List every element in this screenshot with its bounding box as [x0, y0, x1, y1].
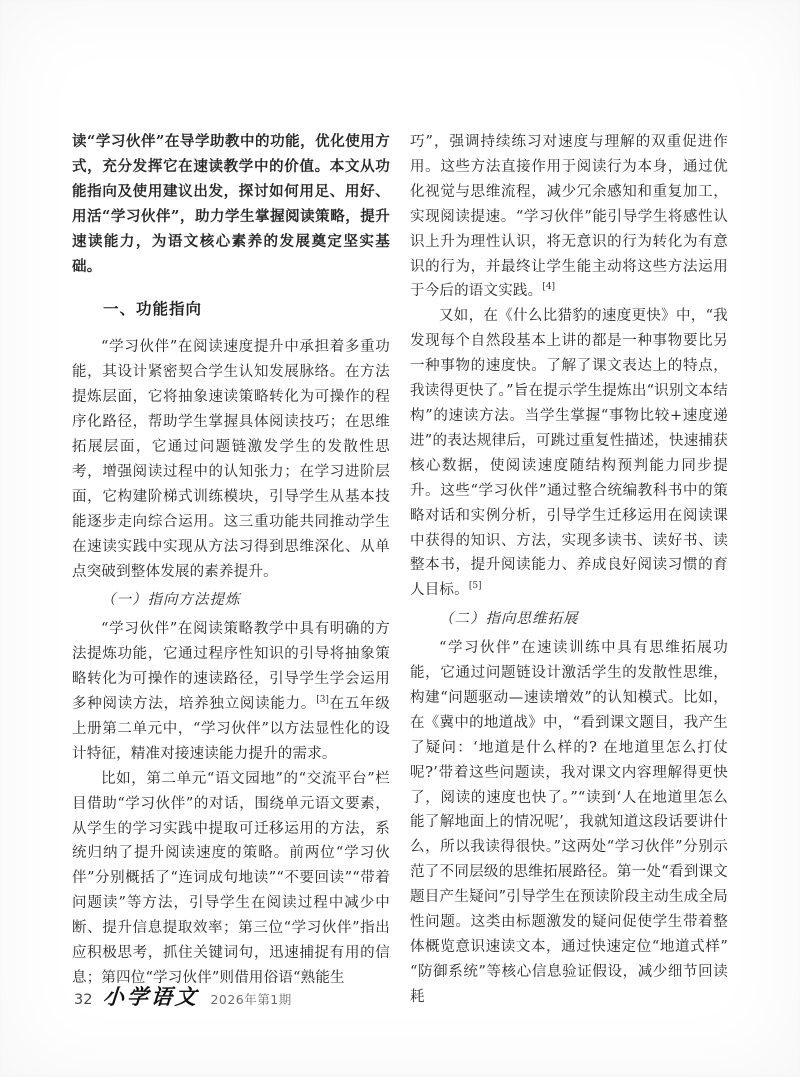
paragraph-method-text: “学习伙伴”在阅读策略教学中具有明确的方法提炼功能，它通过程序性知识的引导将抽象策略转化为可操作的速读路径，引导学生学会运用多种阅读方法，培养独立阅读能力。: [72, 621, 390, 713]
paragraph-continuation-text: 巧”，强调持续练习对速度与理解的双重促进作用。这些方法直接作用于阅读行为本身，通过优化视觉与思维流程，减少冗余感知和重复加工，实现阅读提速。“学习伙伴”能引导学生将感性认识上升为理性认识，将无意识的行为转化为有意识的行为，并最终让学生能主动将这些方法运用于今后的语文实践。: [410, 134, 728, 300]
page-footer: [74, 981, 292, 1011]
journal-name: 小学语文: [102, 984, 201, 1009]
page-number: 32: [74, 992, 93, 1008]
abstract-continuation: 读“学习伙伴”在导学助教中的功能，优化使用方式，充分发挥它在速读教学中的价值。本文从功能指向及使用建议出发，探讨如何用足、用好、用活“学习伙伴”，助力学生掌握阅读策略，提升速读能力，为语文核心素养的发展奠定坚实基础。: [72, 133, 390, 275]
paragraph-example: 比如，第二单元“语文园地”的“交流平台”栏目借助“学习伙伴”的对话，围绕单元语文要素，从学生的学习实践中提取可迁移运用的方法，系统归纳了提升阅读速度的策略。前两位“学习伙伴”分别概括了“连词成句地读”“不要回读”“带着问题读”等方法，引导学生在阅读过程中减少中断、提升信息提取效率；第三位“学习伙伴”指出应积极思考，抓住关键词句，迅速捕捉有用的信息；第四位“学习伙伴”则借用俗语“熟能生: [72, 770, 390, 986]
paragraph-continuation: [410, 130, 728, 304]
paragraph-method: [72, 617, 390, 766]
paragraph-cheetah: [410, 304, 728, 603]
subsection-heading-thinking: （二）指向思维拓展: [439, 611, 579, 628]
reference-marker-5: [5]: [468, 581, 482, 592]
article-body: [72, 130, 728, 1010]
issue-info: 2026年第1期: [210, 992, 292, 1007]
paragraph-multifunction: “学习伙伴”在阅读速度提升中承担着多重功能，其设计紧密契合学生认知发展脉络。在方法提炼层面，它将抽象速读策略转化为可操作的程序化路径，帮助学生掌握具体阅读技巧；在思维拓展层面，它通过问题链激发学生的发散性思考，增强阅读过程中的认知张力；在学习进阶层面，它构建阶梯式训练模块，引导学生从基本技能逐步走向综合运用。这三重功能共同推动学生在速读实践中实现从方法习得到思维深化、从单点突破到整体发展的素养提升。: [72, 339, 390, 580]
paragraph-method-text-after: 在五年级上册第二单元中，“学习伙伴”以方法显性化的设计特征，精准对接速读能力提升的需求。: [72, 696, 390, 762]
paragraph-thinking: “学习伙伴”在速读训练中具有思维拓展功能，它通过问题链设计激活学生的发散性思维，构建“问题驱动—速读增效”的认知模式。比如，在《冀中的地道战》中，“看到课文题目，我产生了疑问：‘地道是什么样的? 在地道里怎么打仗呢?’带着这些问题读，我对课文内容理解得更快了，阅读的速度也快了。”“读到‘人在地道里怎么能了解地面上的情况呢’，我就知道这段话要讲什么，所以我读得很快。”这两处“学习伙伴”分别示范了不同层级的思维拓展路径。第一处“看到课文题目产生疑问”引导学生在预读阶段主动生成全局性问题。这类由标题激发的疑问促使学生带着整体概览意识速读文本，通过快速定位“地道式样”“防御系统”等核心信息验证假设，减少细节回读耗: [410, 640, 728, 1005]
reference-marker-3: [3]: [316, 695, 329, 706]
reference-marker-4: [4]: [542, 282, 556, 293]
right-column: [410, 130, 728, 1010]
section-heading-function: 一、功能指向: [103, 300, 203, 319]
paragraph-cheetah-text: 又如，在《什么比猎豹的速度更快》中，“我发现每个自然段基本上讲的都是一种事物要比另一种事物的速度快。了解了课文表达上的特点，我读得更快了。”旨在提示学生提炼出“识别文本结构”的速读方法。当学生掌握“事物比较+速度递进”的表达规律后，可跳过重复性描述，快速捕获核心数据，使阅读速度随结构预判能力同步提升。这些“学习伙伴”通过整合统编教科书中的策略对话和实例分析，引导学生迁移运用在阅读课中获得的知识、方法，实现多读书、读好书、读整本书，提升阅读能力、养成良好阅读习惯的育人目标。: [410, 308, 728, 599]
left-column: [72, 130, 390, 1010]
subsection-heading-method: （一）指向方法提炼: [101, 592, 241, 609]
